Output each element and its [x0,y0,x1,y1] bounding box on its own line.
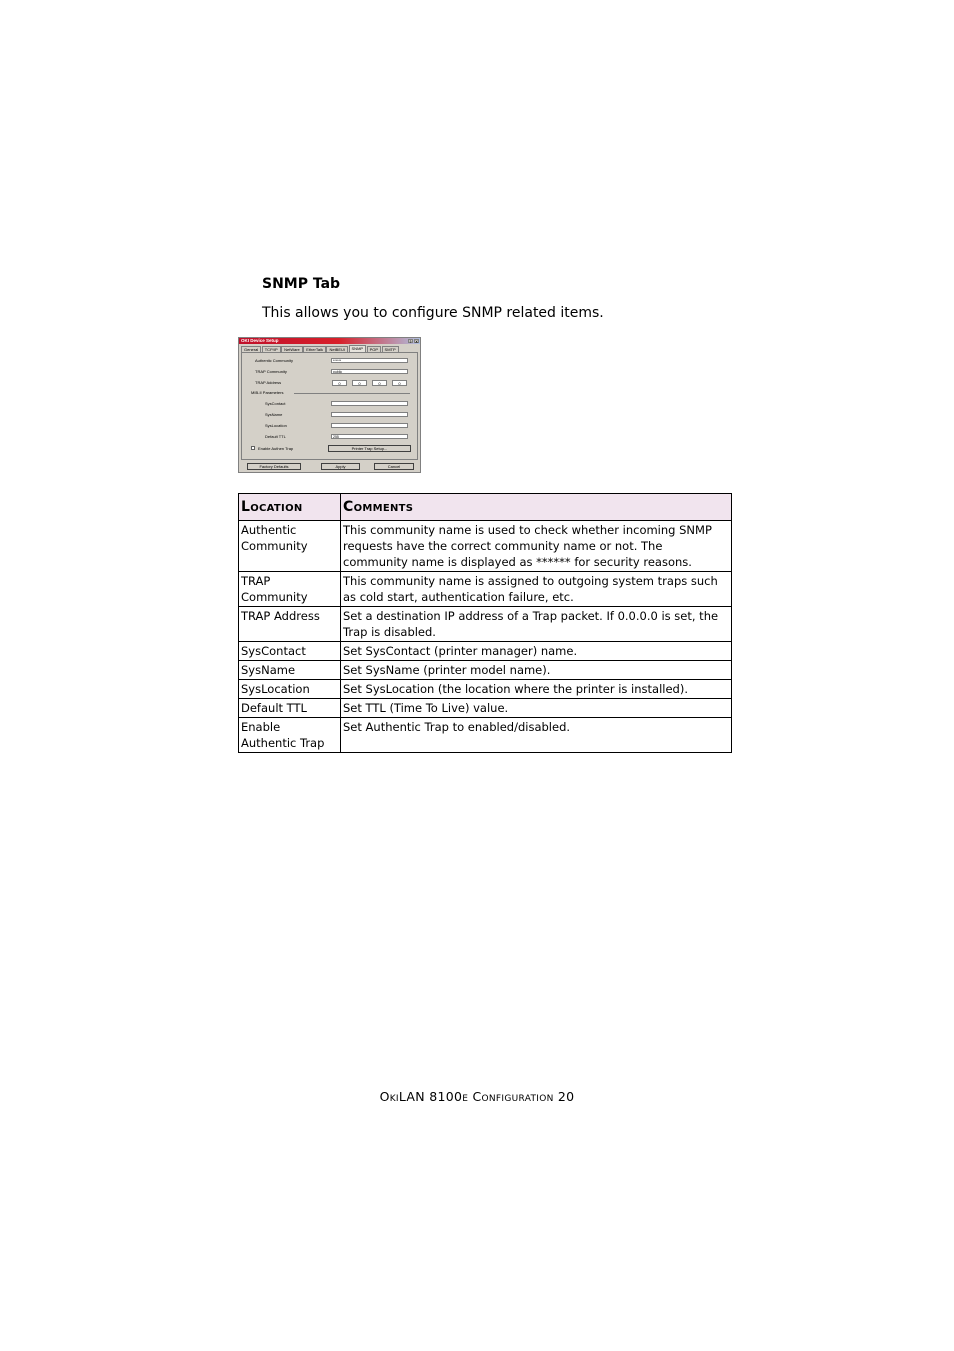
table-row [239,642,732,661]
section-title: SNMP Tab [262,276,341,292]
header-comments: Comments [341,494,732,521]
cancel-button[interactable]: Cancel [374,463,414,470]
row-location: SysName [239,661,341,680]
table-row [239,680,732,699]
syscontact-input[interactable] [331,401,408,406]
snmp-dialog-screenshot [238,337,421,473]
default-ttl-input[interactable]: 255 [331,434,408,439]
snmp-settings-table [238,493,732,753]
trap-address-octet-4[interactable]: 0 [392,380,407,386]
row-location: SysContact [239,642,341,661]
mib2-group-divider [294,393,410,394]
row-location: Authentic Community [239,521,341,572]
table-row [239,699,732,718]
row-comment: Set a destination IP address of a Trap packet. If 0.0.0.0 is set, the Trap is disabled. [341,607,732,642]
sysname-input[interactable] [331,412,408,417]
tab-netbeui[interactable]: NetBEUI [326,346,348,353]
dialog-titlebar [239,338,420,344]
tab-tcpip[interactable]: TCP/IP [262,346,281,353]
tab-pop[interactable]: POP [367,346,381,353]
row-comment: Set SysLocation (the location where the printer is installed). [341,680,732,699]
trap-address-octet-2[interactable]: 0 [352,380,367,386]
trap-address-octet-1[interactable]: 0 [332,380,347,386]
table-row [239,521,732,572]
page-footer: OkiLAN 8100e Configuration 20 [379,1089,575,1104]
enable-trap-checkbox[interactable] [251,446,255,450]
trap-community-input[interactable]: public [331,369,408,374]
tab-snmp[interactable]: SNMP [349,345,367,353]
tab-netware[interactable]: NetWare [281,346,303,353]
row-comment: Set SysName (printer model name). [341,661,732,680]
row-comment: This community name is used to check whether incoming SNMP requests have the correct community name or not. The community name is displayed as ****** for security reasons. [341,521,732,572]
syslocation-input[interactable] [331,423,408,428]
dialog-title: OKI Device Setup [241,338,279,343]
tab-general[interactable]: General [241,346,261,353]
printer-trap-setup-button[interactable]: Printer Trap Setup... [328,445,411,452]
authentic-community-input[interactable]: ****** [331,358,408,363]
mib2-group-label: MIB-II Parameters [251,390,284,395]
tab-smtp[interactable]: SMTP [382,346,399,353]
table-header-row [239,494,732,521]
table-row [239,718,732,753]
syscontact-label: SysContact [265,401,286,406]
tab-ethertalk[interactable]: EtherTalk [303,346,326,353]
row-comment: This community name is assigned to outgoing system traps such as cold start, authentication failure, etc. [341,572,732,607]
default-ttl-label: Default TTL [265,434,286,439]
table-row [239,661,732,680]
factory-defaults-button[interactable]: Factory Defaults [247,463,301,470]
row-comment: Set TTL (Time To Live) value. [341,699,732,718]
trap-community-label: TRAP Community [255,369,287,374]
trap-address-octet-3[interactable]: 0 [372,380,387,386]
help-icon[interactable]: ? [409,340,412,344]
close-icon[interactable]: X [415,340,418,344]
authentic-community-label: Authentic Community [255,358,294,363]
row-location: TRAP Community [239,572,341,607]
apply-button[interactable]: Apply [321,463,360,470]
enable-trap-label: Enable Authen Trap [258,446,294,451]
row-location: Default TTL [239,699,341,718]
table-row [239,572,732,607]
trap-address-label: TRAP Address [255,380,282,385]
row-comment: Set SysContact (printer manager) name. [341,642,732,661]
intro-text: This allows you to configure SNMP related items. [262,305,604,321]
row-location: TRAP Address [239,607,341,642]
sysname-label: SysName [265,412,283,417]
header-location: Location [239,494,341,521]
snmp-panel [241,352,418,460]
syslocation-label: SysLocation [265,423,287,428]
row-location: Enable Authentic Trap [239,718,341,753]
row-location: SysLocation [239,680,341,699]
table-row [239,607,732,642]
row-comment: Set Authentic Trap to enabled/disabled. [341,718,732,753]
